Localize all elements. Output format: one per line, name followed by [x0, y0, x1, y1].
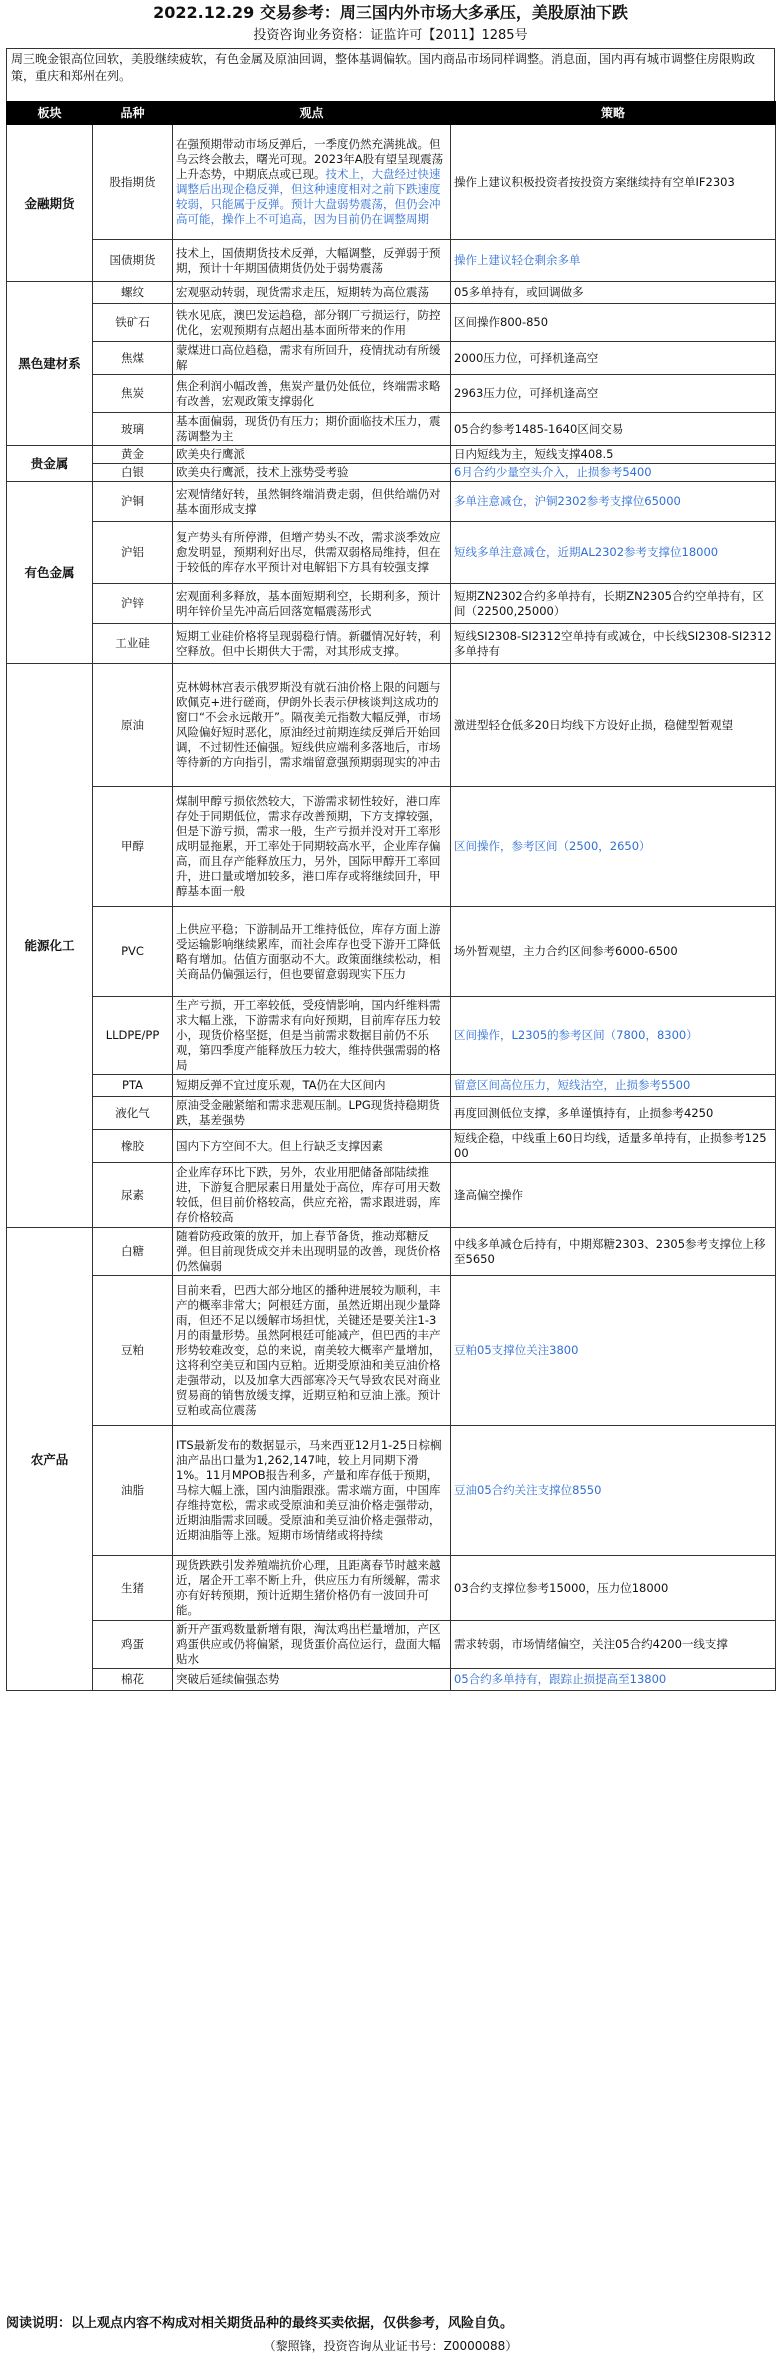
view-text: 国内下方空间不大。但上行缺乏支撑因素 — [176, 1138, 383, 1153]
product-cell: 螺纹 — [93, 282, 173, 304]
view-cell — [173, 240, 451, 282]
table-row — [7, 464, 776, 482]
product-cell: 国债期货 — [93, 240, 173, 282]
view-text: 生产亏损，开工率较低，受疫情影响，国内纤维料需求大幅上涨，下游需求有向好预期，目前库存压力较小，现货价格坚挺，但是当前需求数据目前仍不乐观，第四季度产能释放压力较大，维持供强需弱的格局 — [176, 998, 441, 1072]
product-cell: 原油 — [93, 664, 173, 787]
view-text: 宏观驱动转弱，现货需求走压，短期转为高位震荡 — [176, 285, 429, 299]
view-cell — [173, 1669, 451, 1691]
product-cell: 液化气 — [93, 1097, 173, 1130]
view-text: 煤制甲醇亏损依然较大，下游需求韧性较好，港口库存处于同期低位，需求存改善预期，下方支撑较强，但是下游亏损，需求一般，生产亏损并没对开工率形成明显拖累，开工率处于同期较高水平，企业库存偏高，而且存产能释放压力，另外，国际甲醇开工率回升，进口量或增加较多，港口库存或将继续回升，甲醇基本面一般 — [176, 794, 441, 898]
strategy-cell — [451, 1163, 776, 1228]
view-cell — [173, 375, 451, 413]
license-subtitle: 投资咨询业务资格：证监许可【2011】1285号 — [253, 28, 528, 43]
product-cell: 棉花 — [93, 1669, 173, 1691]
disclaimer: 阅读说明：以上观点内容不构成对相关期货品种的最终买卖依据，仅供参考，风险自负。 — [6, 2316, 514, 2331]
strategy-text: 短期ZN2302合约多单持有，长期ZN2305合约空单持有，区间（22500,25000） — [454, 588, 764, 618]
view-text: 欧美央行鹰派，技术上涨势受考验 — [176, 465, 349, 479]
strategy-text: 逢高偏空操作 — [454, 1187, 523, 1202]
table-row — [7, 304, 776, 342]
view-cell — [173, 584, 451, 624]
strategy-cell — [451, 1276, 776, 1426]
table-row — [7, 413, 776, 446]
view-cell — [173, 1163, 451, 1228]
sector-cell: 有色金属 — [7, 482, 93, 664]
sector-cell: 金融期货 — [7, 125, 93, 282]
product-cell: 黄金 — [93, 446, 173, 464]
view-cell — [173, 1556, 451, 1621]
strategy-text: 2963压力位，可择机逢高空 — [454, 386, 599, 400]
table-row — [7, 584, 776, 624]
strategy-highlight-text: 05合约多单持有，跟踪止损提高至13800 — [454, 1672, 667, 1686]
table-row — [7, 1621, 776, 1669]
product-cell: 橡胶 — [93, 1130, 173, 1163]
table-row — [7, 664, 776, 787]
view-text: 现货跌跌引发养殖端抗价心理，且距离春节时越来越近，屠企开工率不断上升，供应压力有所缓解，需求亦有好转预期，预计近期生猪价格仍有一波回升可能。 — [176, 1558, 441, 1617]
sector-cell: 能源化工 — [7, 664, 93, 1228]
table-header-row — [7, 102, 776, 125]
strategy-cell — [451, 375, 776, 413]
strategy-cell — [451, 997, 776, 1075]
view-cell — [173, 1075, 451, 1097]
view-cell — [173, 907, 451, 997]
view-cell — [173, 522, 451, 584]
product-cell: 白糖 — [93, 1228, 173, 1276]
view-text: 焦企利润小幅改善，焦炭产量仍处低位，终端需求略有改善，宏观政策支撑弱化 — [176, 378, 441, 408]
reference-table — [6, 101, 776, 1691]
strategy-highlight-text: 区间操作，参考区间（2500，2650） — [454, 839, 651, 853]
strategy-highlight-text: 区间操作，L2305的参考区间（7800，8300） — [454, 1028, 698, 1042]
product-cell: 玻璃 — [93, 413, 173, 446]
product-cell: PVC — [93, 907, 173, 997]
view-cell — [173, 1097, 451, 1130]
strategy-cell — [451, 787, 776, 907]
view-text: 技术上，国债期货技术反弹，大幅调整，反弹弱于预期，预计十年期国债期货仍处于弱势震荡 — [176, 245, 441, 275]
sector-cell: 黑色建材系 — [7, 282, 93, 446]
view-cell — [173, 482, 451, 522]
table-row — [7, 1669, 776, 1691]
strategy-cell — [451, 1621, 776, 1669]
view-text: 目前来看，巴西大部分地区的播种进展较为顺利，丰产的概率非常大；阿根廷方面，虽然近期出现少量降雨，但还不足以缓解市场担忧，关键还是要关注1-3月的雨量形势。虽然阿根廷可能减产，但巴西的丰产形势较难改变，总的来说，南美较大概率产量增加，这将利空美豆和国内豆粕。近期受原油和美豆油价格走强带动，以及加拿大西部寒冷天气导致农民对商业贸易商的销售放缓支撑，近期豆粕和豆油上涨。预计豆粕或高位震荡 — [176, 1283, 441, 1417]
product-cell: 甲醇 — [93, 787, 173, 907]
strategy-cell — [451, 464, 776, 482]
view-text: 短期反弹不宜过度乐观，TA仍在大区间内 — [176, 1078, 386, 1092]
strategy-cell — [451, 1228, 776, 1276]
strategy-text: 05多单持有，或回调做多 — [454, 285, 584, 299]
view-cell — [173, 282, 451, 304]
strategy-cell — [451, 125, 776, 240]
view-cell — [173, 624, 451, 664]
table-row — [7, 997, 776, 1075]
page-title: 2022.12.29 交易参考：周三国内外市场大多承压，美股原油下跌 — [153, 3, 628, 22]
strategy-cell — [451, 1556, 776, 1621]
view-cell — [173, 1426, 451, 1556]
table-row — [7, 1097, 776, 1130]
header-strategy: 策略 — [451, 102, 776, 125]
table-row — [7, 1276, 776, 1426]
strategy-highlight-text: 留意区间高位压力，短线沽空，止损参考5500 — [454, 1078, 691, 1092]
market-summary: 周三晚金银高位回软，美股继续疲软，有色金属及原油回调，整体基调偏软。国内商品市场同样调整。消息面，国内再有城市调整住房限购政策，重庆和郑州在列。 — [6, 48, 775, 102]
strategy-cell — [451, 1075, 776, 1097]
table-row — [7, 522, 776, 584]
table-row — [7, 1556, 776, 1621]
table-row — [7, 1130, 776, 1163]
product-cell: 白银 — [93, 464, 173, 482]
view-text: 宏观情绪好转，虽然铜终端消费走弱，但供给端仍对基本面形成支撑 — [176, 486, 441, 516]
view-text: 欧美央行鹰派 — [176, 447, 245, 461]
table-row — [7, 282, 776, 304]
table-row — [7, 125, 776, 240]
strategy-highlight-text: 6月合约少量空头介入，止损参考5400 — [454, 465, 652, 479]
strategy-cell — [451, 446, 776, 464]
strategy-cell — [451, 304, 776, 342]
table-row — [7, 1426, 776, 1556]
strategy-text: 短线企稳，中线重上60日均线，适量多单持有，止损参考12500 — [454, 1131, 767, 1160]
product-cell: 沪铜 — [93, 482, 173, 522]
view-cell — [173, 446, 451, 464]
table-row — [7, 1228, 776, 1276]
table-row — [7, 624, 776, 664]
view-cell — [173, 1621, 451, 1669]
strategy-cell — [451, 413, 776, 446]
table-row — [7, 240, 776, 282]
header-sector: 板块 — [7, 102, 93, 125]
strategy-cell — [451, 1130, 776, 1163]
view-cell — [173, 1228, 451, 1276]
table-row — [7, 1075, 776, 1097]
strategy-text: 05合约参考1485-1640区间交易 — [454, 421, 624, 436]
strategy-cell — [451, 1097, 776, 1130]
view-cell — [173, 342, 451, 375]
view-text: 原油受金融紧缩和需求悲观压制。LPG现货持稳期货跌，基差强势 — [176, 1098, 440, 1127]
sector-cell: 农产品 — [7, 1228, 93, 1691]
strategy-cell — [451, 1426, 776, 1556]
view-text: 铁水见底，澳巴发运趋稳，部分钢厂亏损运行，防控优化，宏观预期有点超出基本面所带来的作用 — [176, 307, 441, 337]
strategy-text: 日内短线为主，短线支撑408.5 — [454, 447, 614, 461]
strategy-highlight-text: 豆油05合约关注支撑位8550 — [454, 1483, 602, 1497]
view-highlight-text: 技术上，大盘经过快速调整后出现企稳反弹，但这种速度相对之前下跌速度较弱，只能属于反弹。预计大盘弱势震荡，但仍会冲高可能，操作上不可追高，因为目前仍在调整周期 — [176, 167, 441, 226]
view-cell — [173, 1130, 451, 1163]
view-cell — [173, 304, 451, 342]
table-row — [7, 1163, 776, 1228]
strategy-text: 中线多单减仓后持有，中期郑糖2303、2305参考支撑位上移至5650 — [454, 1236, 766, 1266]
strategy-cell — [451, 342, 776, 375]
strategy-cell — [451, 664, 776, 787]
table-row — [7, 375, 776, 413]
view-cell — [173, 464, 451, 482]
strategy-cell — [451, 584, 776, 624]
product-cell: 鸡蛋 — [93, 1621, 173, 1669]
product-cell: 工业硅 — [93, 624, 173, 664]
strategy-cell — [451, 624, 776, 664]
strategy-text: 操作上建议积极投资者按投资方案继续持有空单IF2303 — [454, 174, 735, 189]
analyst-credential: （黎照锋，投资咨询从业证书号：Z0000088） — [263, 2339, 518, 2353]
strategy-cell — [451, 482, 776, 522]
strategy-cell — [451, 240, 776, 282]
sector-cell: 贵金属 — [7, 446, 93, 482]
strategy-cell — [451, 522, 776, 584]
product-cell: 焦炭 — [93, 375, 173, 413]
view-cell — [173, 125, 451, 240]
view-text: 短期工业硅价格将呈现弱稳行情。新疆情况好转，利空释放。但中长期供大于需，对其形成支撑。 — [176, 628, 441, 658]
strategy-text: 2000压力位，可择机逢高空 — [454, 350, 599, 365]
view-text: 上供应平稳；下游制品开工维持低位，库存方面上游受运输影响继续累库，而社会库存也受下游开工降低略有增加。估值方面驱动不大。政策面继续松动，相关商品仍偏强运行，但也要留意弱现实下压力 — [176, 921, 441, 981]
strategy-text: 区间操作800-850 — [454, 315, 549, 329]
view-text: 随着防疫政策的放开，加上春节备货，推动郑糖反弹。但目前现货成交并未出现明显的改善，现货价格仍然偏弱 — [176, 1229, 441, 1273]
strategy-highlight-text: 豆粕05支撑位关注3800 — [454, 1343, 579, 1357]
product-cell: 沪铝 — [93, 522, 173, 584]
view-cell — [173, 413, 451, 446]
product-cell: 豆粕 — [93, 1276, 173, 1426]
strategy-text: 短线SI2308-SI2312空单持有或减仓，中长线SI2308-SI2312多单持有 — [454, 628, 772, 658]
view-text: 新开产蛋鸡数量新增有限，淘汰鸡出栏量增加，产区鸡蛋供应或仍将偏紧，现货蛋价高位运行，盘面大幅贴水 — [176, 1622, 441, 1666]
view-cell — [173, 787, 451, 907]
product-cell: 油脂 — [93, 1426, 173, 1556]
table-row — [7, 787, 776, 907]
strategy-text: 激进型轻仓低多20日均线下方设好止损，稳健型暂观望 — [454, 717, 734, 732]
product-cell: LLDPE/PP — [93, 997, 173, 1075]
table-row — [7, 482, 776, 522]
view-text: 克林姆林宫表示俄罗斯没有就石油价格上限的问题与欧佩克+进行磋商，伊朗外长表示伊核谈判这成功的窗口“不会永远敞开”。隔夜美元指数大幅反弹，市场风险偏好短时恶化，原油经过前期连续反弹后开始回调，不过韧性还偏强。短线供应端利多落地后，市场等待新的方向指引，需求端留意强预期弱现实的冲击 — [176, 680, 441, 769]
strategy-cell — [451, 1669, 776, 1691]
view-text: 企业库存环比下跌，另外，农业用肥储备部陆续推进，下游复合肥尿素日用量处于高位，库存可用天数较低，但目前价格较高，供应充裕，需求跟进弱，库存价格较高 — [176, 1165, 441, 1224]
strategy-highlight-text: 操作上建议轻仓剩余多单 — [454, 253, 581, 267]
product-cell: 焦煤 — [93, 342, 173, 375]
view-cell — [173, 664, 451, 787]
product-cell: 沪锌 — [93, 584, 173, 624]
view-text: ITS最新发布的数据显示，马来西亚12月1-25日棕榈油产品出口量为1,262,147吨，较上月同期下滑1%。11月MPOB报告利多，产量和库存低于预期，马棕大幅上涨，国内油脂跟涨。需求端方面，中国库存维持宽松，需求或受原油和美豆油价格走强带动，近期油脂需求回暖。受原油和美豆油价格走强带动，近期油脂等上涨。短期市场情绪或将持续 — [176, 1438, 442, 1542]
view-cell — [173, 997, 451, 1075]
table-row — [7, 907, 776, 997]
product-cell: 尿素 — [93, 1163, 173, 1228]
strategy-cell — [451, 282, 776, 304]
view-text: 突破后延续偏强态势 — [176, 1672, 280, 1686]
strategy-text: 再度回测低位支撑，多单谨慎持有，止损参考4250 — [454, 1105, 714, 1120]
view-cell — [173, 1276, 451, 1426]
table-row — [7, 446, 776, 464]
strategy-cell — [451, 907, 776, 997]
view-text: 基本面偏弱，现货仍有压力；期价面临技术压力，震荡调整为主 — [176, 414, 441, 443]
strategy-highlight-text: 多单注意减仓，沪铜2302参考支撑位65000 — [454, 494, 681, 508]
view-text: 在强预期带动市场反弹后，一季度仍然充满挑战。但乌云终会散去，曙光可现。2023年A股有望呈现震荡上升态势，中期底点或已现。 — [176, 137, 444, 181]
header-view: 观点 — [173, 102, 451, 125]
view-text: 复产势头有所停滞，但增产势头不改，需求淡季效应愈发明显，预期利好出尽，供需双弱格局维持，但在于较低的库存水平预计对电解铝下方具有较强支撑 — [176, 530, 441, 574]
product-cell: 铁矿石 — [93, 304, 173, 342]
view-text: 蒙煤进口高位趋稳，需求有所回升，疫情扰动有所缓解 — [176, 343, 441, 372]
product-cell: 生猪 — [93, 1556, 173, 1621]
table-row — [7, 342, 776, 375]
view-text: 宏观面利多释放，基本面短期利空，长期利多，预计明年锌价呈先冲高后回落宽幅震荡形式 — [176, 588, 441, 618]
header-product: 品种 — [93, 102, 173, 125]
strategy-highlight-text: 短线多单注意减仓，近期AL2302参考支撑位18000 — [454, 545, 719, 559]
strategy-text: 场外暂观望，主力合约区间参考6000-6500 — [454, 944, 678, 958]
product-cell: 股指期货 — [93, 125, 173, 240]
strategy-text: 需求转弱，市场情绪偏空，关注05合约4200一线支撑 — [454, 1637, 728, 1651]
product-cell: PTA — [93, 1075, 173, 1097]
strategy-text: 03合约支撑位参考15000，压力位18000 — [454, 1580, 669, 1595]
